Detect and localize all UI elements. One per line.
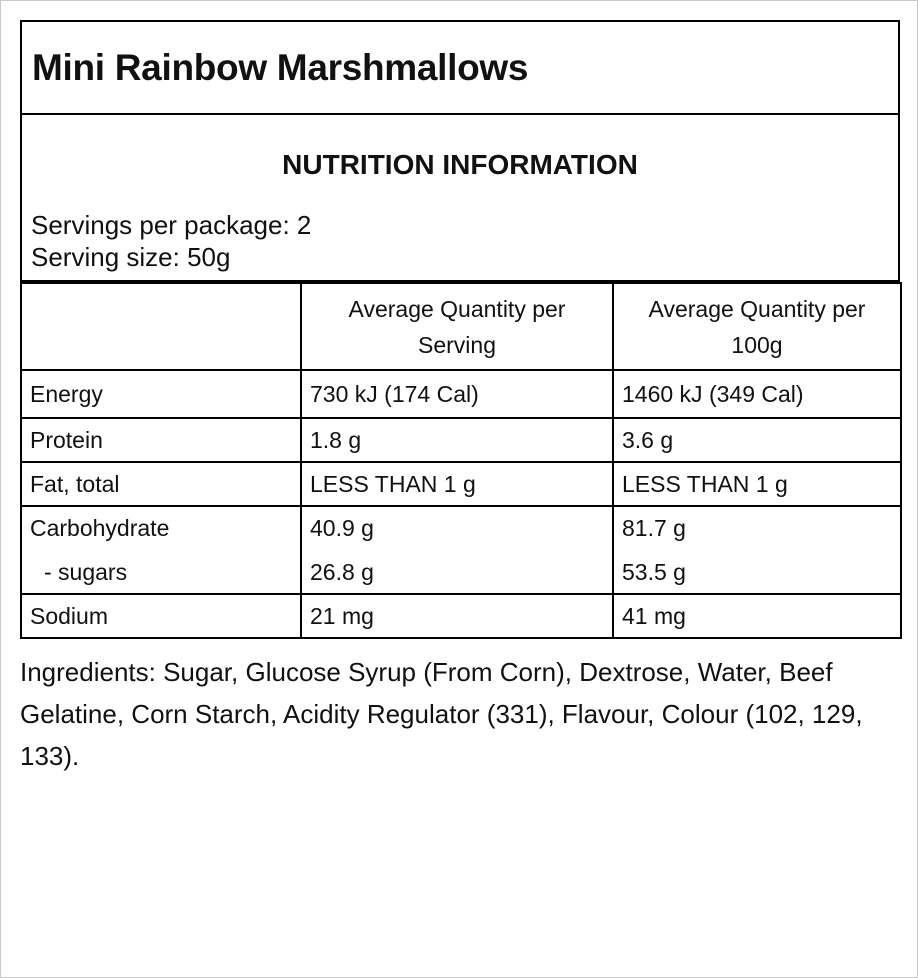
nutrition-table xyxy=(20,282,902,639)
nutrient-name: Sodium xyxy=(21,594,301,638)
per-100g-value: LESS THAN 1 g xyxy=(613,462,901,506)
table-row-carbohydrate xyxy=(21,506,901,594)
per-serving-value: LESS THAN 1 g xyxy=(301,462,613,506)
nutrient-name-cell xyxy=(21,506,301,594)
per-100g-value: 81.7 g xyxy=(622,515,686,541)
per-100g-value: 41 mg xyxy=(613,594,901,638)
servings-info xyxy=(31,209,311,273)
nutrient-subname: - sugars xyxy=(44,559,128,585)
servings-per-package: Servings per package: 2 xyxy=(31,210,312,240)
table-header-row xyxy=(21,283,901,370)
per-serving-value: 40.9 g xyxy=(310,515,374,541)
per-serving-value: 1.8 g xyxy=(301,418,613,462)
nutrition-panel xyxy=(20,20,900,639)
nutrient-name: Carbohydrate xyxy=(30,515,170,541)
table-row-protein xyxy=(21,418,901,462)
per-100g-cell xyxy=(613,506,901,594)
nutrient-name: Fat, total xyxy=(21,462,301,506)
nutrition-info-box xyxy=(20,115,900,282)
header-cell-per-100g: Average Quantity per 100g xyxy=(613,283,901,370)
nutrient-name: Protein xyxy=(21,418,301,462)
nutrition-heading: NUTRITION INFORMATION xyxy=(282,149,638,180)
serving-size: Serving size: 50g xyxy=(31,242,231,272)
per-100g-value: 1460 kJ (349 Cal) xyxy=(613,370,901,418)
per-serving-cell xyxy=(301,506,613,594)
table-row-sodium xyxy=(21,594,901,638)
header-cell-blank xyxy=(21,283,301,370)
per-serving-value: 730 kJ (174 Cal) xyxy=(301,370,613,418)
header-cell-per-serving: Average Quantity per Serving xyxy=(301,283,613,370)
per-100g-subvalue: 53.5 g xyxy=(622,559,686,585)
product-title: Mini Rainbow Marshmallows xyxy=(32,46,529,88)
table-row-energy xyxy=(21,370,901,418)
per-100g-value: 3.6 g xyxy=(613,418,901,462)
nutrient-name: Energy xyxy=(21,370,301,418)
per-serving-value: 21 mg xyxy=(301,594,613,638)
title-box xyxy=(20,20,900,115)
table-row-fat xyxy=(21,462,901,506)
per-serving-subvalue: 26.8 g xyxy=(310,559,374,585)
ingredients-text: Ingredients: Sugar, Glucose Syrup (From Corn), Dextrose, Water, Beef Gelatine, Corn Starch, Acidity Regulator (331), Flavour, Colour (102, 129, 133). xyxy=(20,657,863,771)
